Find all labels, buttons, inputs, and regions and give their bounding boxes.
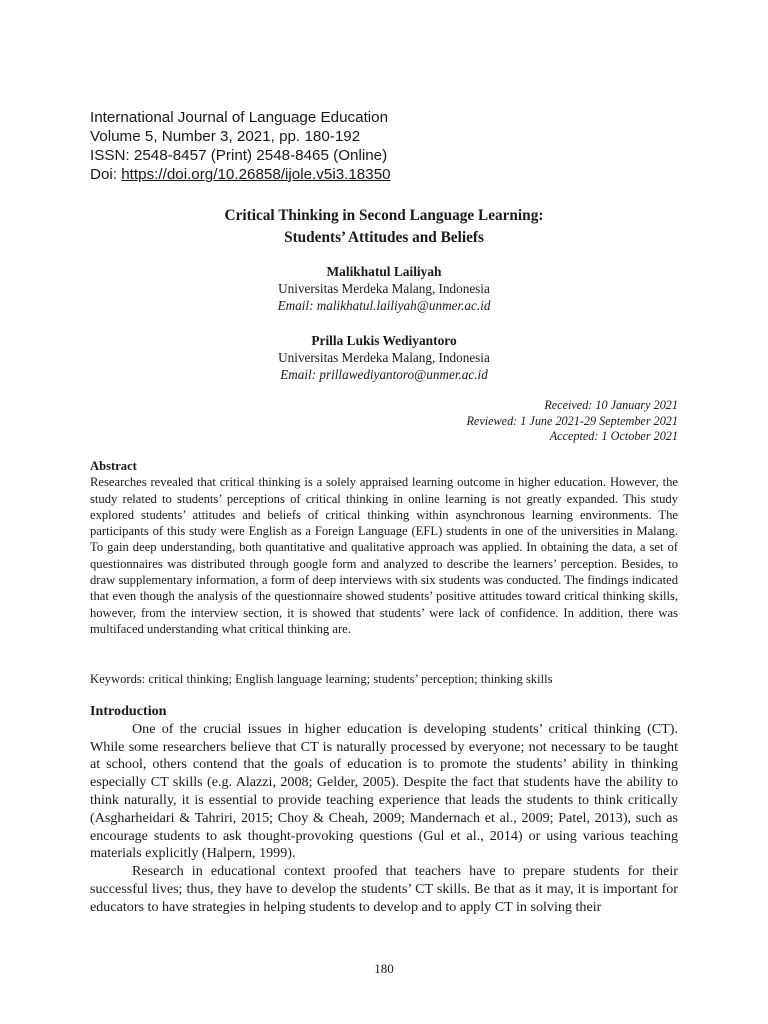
journal-header xyxy=(90,108,391,184)
title-line-1: Critical Thinking in Second Language Learning: xyxy=(224,207,544,224)
doi-label: Doi: xyxy=(90,166,122,183)
author-email[interactable]: Email: prillawediyantoro@unmer.ac.id xyxy=(280,367,488,382)
author-affiliation: Universitas Merdeka Malang, Indonesia xyxy=(278,350,490,365)
paper-title xyxy=(90,205,678,249)
abstract-heading: Abstract xyxy=(90,459,137,473)
page-number: 180 xyxy=(374,961,394,976)
abstract-section xyxy=(90,458,678,637)
received-date: Received: 10 January 2021 xyxy=(544,398,678,412)
introduction-paragraph: Research in educational context proofed that teachers have to prepare students for their successful lives; thus, they have to develop the students’ CT skills. Be that as it may, it is important for educators to have strategies in helping students to develop and to apply CT in solving their xyxy=(90,863,678,915)
publication-dates xyxy=(466,398,678,445)
doi-link[interactable]: https://doi.org/10.26858/ijole.v5i3.18350 xyxy=(121,166,391,183)
volume-info: Volume 5, Number 3, 2021, pp. 180-192 xyxy=(90,128,361,145)
introduction-section xyxy=(90,703,678,917)
author-affiliation: Universitas Merdeka Malang, Indonesia xyxy=(278,281,490,296)
introduction-paragraph: One of the crucial issues in higher education is developing students’ critical thinking (CT). While some researchers believe that CT is naturally processed by everyone; not necessary to be taught at school, others contend that the goals of education is to promote the students’ ability in thinking especially CT skills (e.g. Alazzi, 2008; Gelder, 2005). Despite the fact that students have the ability to think naturally, it is essential to provide teaching experience that leads the students to think critically (Asgharheidari & Tahriri, 2015; Choy & Cheah, 2009; Mandernach et al., 2009; Patel, 2013), such as encourage students to ask thought-provoking questions (Gul et al., 2014) or using various teaching materials explicitly (Halpern, 1999). xyxy=(90,720,678,862)
author-block xyxy=(90,263,678,314)
author-name: Malikhatul Lailiyah xyxy=(326,264,442,279)
reviewed-date: Reviewed: 1 June 2021-29 September 2021 xyxy=(466,413,678,428)
keywords: Keywords: critical thinking; English language learning; students’ perception; thinking skills xyxy=(90,672,553,686)
author-name: Prilla Lukis Wediyantoro xyxy=(311,333,457,348)
author-block xyxy=(90,332,678,383)
accepted-date: Accepted: 1 October 2021 xyxy=(549,429,678,443)
title-line-2: Students’ Attitudes and Beliefs xyxy=(284,229,484,246)
journal-name: International Journal of Language Education xyxy=(90,109,389,126)
doi-line xyxy=(90,165,391,184)
introduction-heading: Introduction xyxy=(90,703,167,719)
issn-info: ISSN: 2548-8457 (Print) 2548-8465 (Online) xyxy=(90,147,388,164)
author-email[interactable]: Email: malikhatul.lailiyah@unmer.ac.id xyxy=(277,298,491,313)
abstract-text: Researches revealed that critical thinking is a solely appraised learning outcome in higher education. However, the study related to students’ perceptions of critical thinking in online learning is not greatly expanded. This study explored students’ attitudes and beliefs of critical thinking within asynchronous learning environments. The participants of this study were English as a Foreign Language (EFL) students in one of the universities in Malang. To gain deep understanding, both quantitative and qualitative approach was applied. In obtaining the data, a set of questionnaires was distributed through google form and analyzed to describe the learners’ perception. Besides, to draw supplementary information, a form of deep interviews with six students was conducted. The findings indicated that even though the analysis of the questionnaire showed students’ positive attitudes toward critical thinking skills, however, from the interview section, it is showed that students’ were lack of confidence. In addition, there was multifaced understanding what critical thinking are. xyxy=(90,475,678,636)
